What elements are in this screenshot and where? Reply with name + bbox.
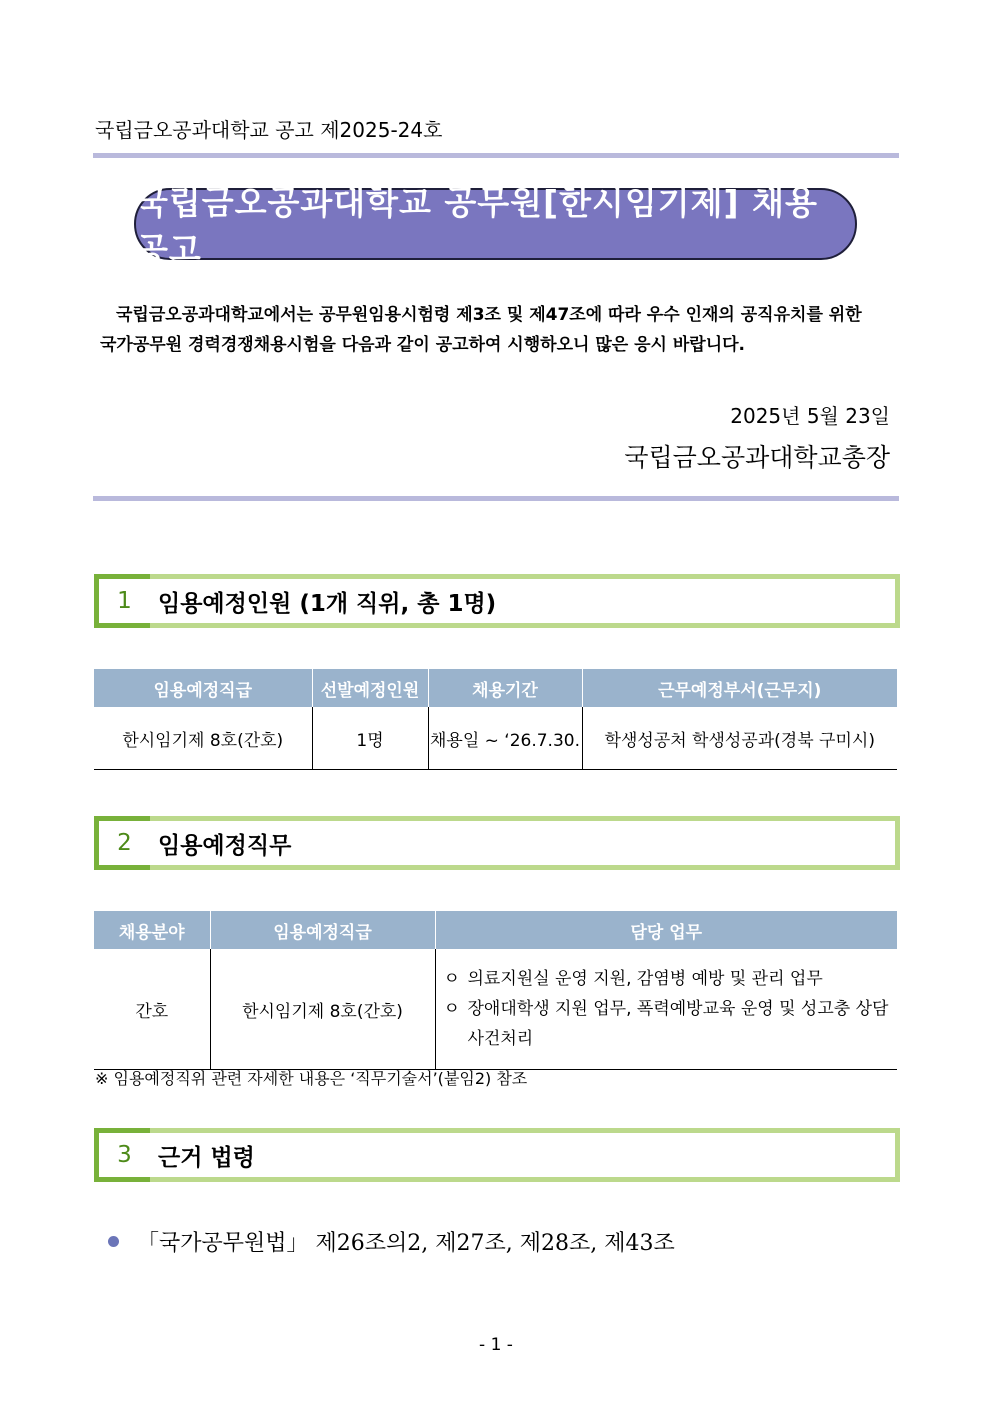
section-number: 2 bbox=[117, 830, 132, 856]
intro-line-1: 국립금오공과대학교에서는 공무원임용시험령 제3조 및 제47조에 따라 우수 인재의 공직유치를 위한 bbox=[116, 305, 862, 325]
duties-table bbox=[94, 911, 897, 1070]
column-header: 담당 업무 bbox=[435, 911, 897, 949]
section-number: 1 bbox=[117, 588, 132, 614]
intro-paragraph bbox=[100, 300, 890, 360]
law-reference bbox=[108, 1226, 675, 1257]
list-marker: ㅇ bbox=[443, 969, 460, 989]
intro-line-2: 국가공무원 경력경쟁채용시험을 다음과 같이 공고하여 시행하오니 많은 응시 바랍니다. bbox=[100, 335, 745, 355]
section-number: 3 bbox=[117, 1142, 132, 1168]
section-title: 임용예정직무 bbox=[158, 832, 292, 859]
duty-text: 의료지원실 운영 지원, 감염병 예방 및 관리 업무 bbox=[467, 969, 823, 989]
positions-table bbox=[94, 669, 897, 770]
header-divider bbox=[93, 496, 899, 501]
page-title: 국립금오공과대학교 공무원[한시임기제] 채용 공고 bbox=[134, 188, 857, 260]
list-item bbox=[444, 964, 890, 994]
notice-number: 국립금오공과대학교 공고 제2025-24호 bbox=[95, 118, 443, 142]
section-1-header bbox=[94, 574, 900, 628]
table-row bbox=[94, 949, 897, 1070]
law-text: 「국가공무원법」 제26조의2, 제27조, 제28조, 제43조 bbox=[137, 1231, 675, 1256]
column-header: 선발예정인원 bbox=[312, 669, 428, 707]
table-row bbox=[94, 707, 897, 770]
column-header: 채용분야 bbox=[94, 911, 210, 949]
section-title: 근거 법령 bbox=[158, 1144, 255, 1171]
table-cell: 채용일 ~ ‘26.7.30. bbox=[428, 707, 582, 770]
section-2-header bbox=[94, 816, 900, 870]
issuer: 국립금오공과대학교총장 bbox=[624, 443, 890, 472]
table-header-row bbox=[94, 669, 897, 707]
list-marker: ㅇ bbox=[443, 999, 460, 1019]
table-cell: 1명 bbox=[312, 707, 428, 770]
table-header-row bbox=[94, 911, 897, 949]
section-3-header bbox=[94, 1128, 900, 1182]
page-number: - 1 - bbox=[479, 1335, 513, 1355]
reference-note: ※ 임용예정직위 관련 자세한 내용은 ‘직무기술서’(붙임2) 참조 bbox=[95, 1069, 528, 1088]
column-header: 채용기간 bbox=[428, 669, 582, 707]
table-cell: 한시임기제 8호(간호) bbox=[94, 707, 312, 770]
top-divider bbox=[93, 153, 899, 158]
duties-cell bbox=[435, 949, 897, 1070]
bullet-icon bbox=[108, 1236, 119, 1247]
table-cell: 간호 bbox=[94, 949, 210, 1070]
duty-text: 장애대학생 지원 업무, 폭력예방교육 운영 및 성고충 상담 사건처리 bbox=[467, 999, 889, 1049]
table-cell: 학생성공처 학생성공과(경북 구미시) bbox=[604, 730, 875, 751]
column-header: 임용예정직급 bbox=[210, 911, 435, 949]
section-title: 임용예정인원 (1개 직위, 총 1명) bbox=[158, 590, 497, 617]
announcement-date: 2025년 5월 23일 bbox=[730, 404, 890, 428]
column-header: 임용예정직급 bbox=[94, 669, 312, 707]
column-header: 근무예정부서(근무지) bbox=[582, 669, 897, 707]
table-cell: 한시임기제 8호(간호) bbox=[210, 949, 435, 1070]
list-item bbox=[444, 994, 890, 1054]
